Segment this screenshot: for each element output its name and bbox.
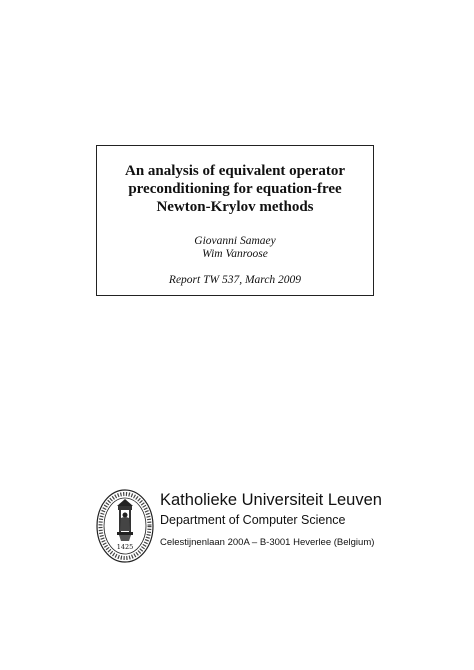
author: Giovanni Samaey — [194, 235, 276, 247]
title-line: Newton-Krylov methods — [156, 199, 314, 215]
institution-block — [160, 491, 382, 548]
address: Celestijnenlaan 200A – B-3001 Heverlee (Belgium) — [160, 537, 375, 548]
title-line: An analysis of equivalent operator — [124, 163, 345, 179]
report-number: Report TW 537, March 2009 — [168, 274, 302, 286]
university-name: Katholieke Universiteit Leuven — [160, 491, 382, 509]
seal-year: 1425 — [116, 543, 134, 551]
title-line: preconditioning for equation-free — [128, 181, 342, 197]
university-seal-icon — [95, 488, 155, 564]
title-box — [96, 145, 374, 296]
department-name: Department of Computer Science — [160, 513, 346, 527]
report-title — [97, 162, 373, 216]
author: Wim Vanroose — [202, 248, 268, 260]
authors — [97, 235, 373, 261]
